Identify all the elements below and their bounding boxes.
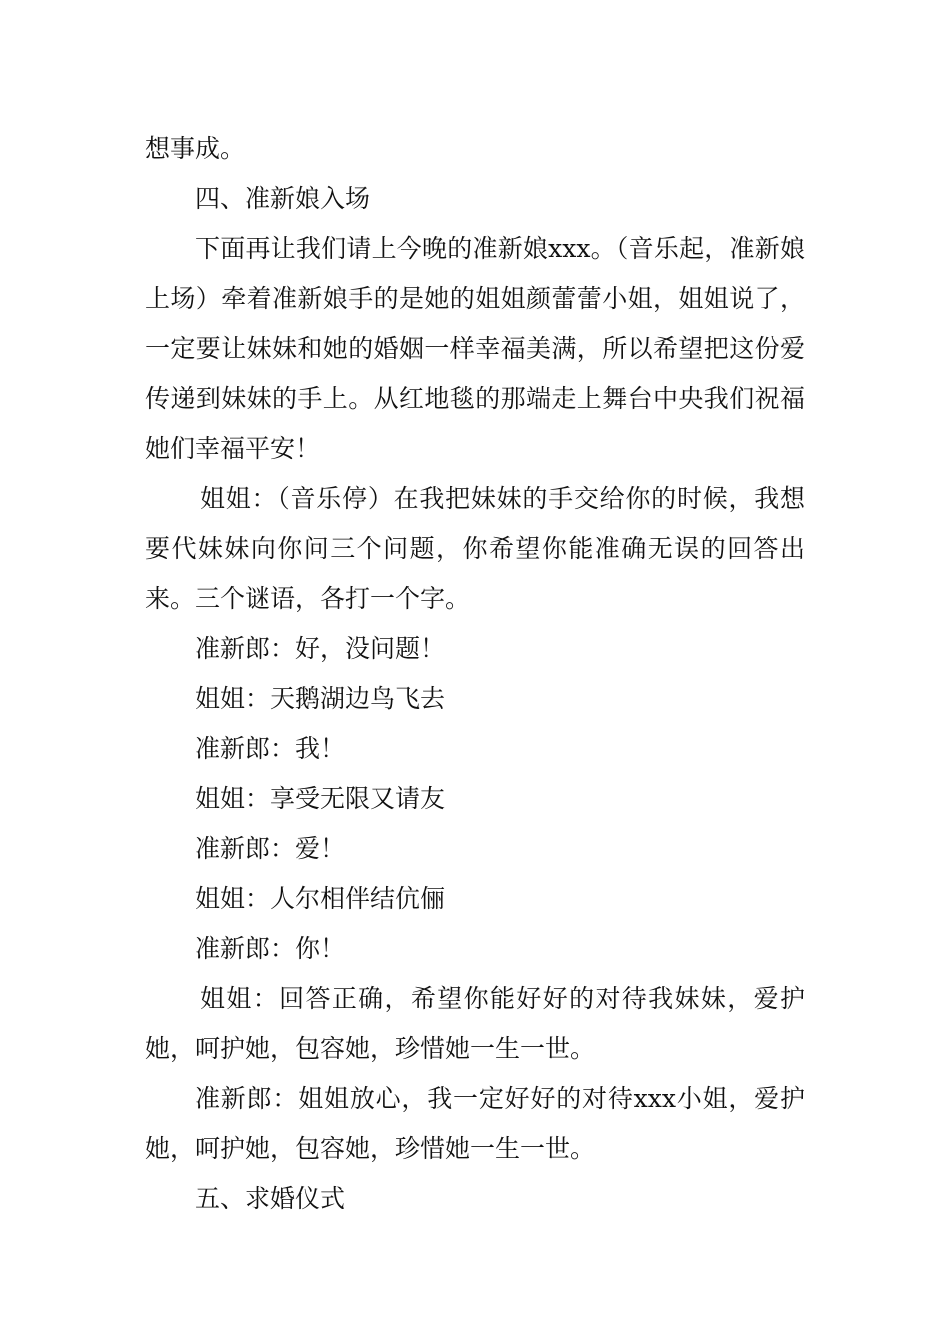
dialogue-line: 准新郎：我！	[195, 734, 346, 763]
section-heading-bride-entrance: 四、准新娘入场	[195, 184, 371, 213]
dialogue-line: 准新郎：你！	[195, 934, 346, 963]
dialogue-line: 准新郎：爱！	[195, 834, 346, 863]
dialogue-line: 准新郎：好，没问题！	[195, 634, 446, 663]
paragraph-continuation: 想事成。	[145, 134, 246, 163]
dialogue-line: 姐姐：享受无限又请友	[195, 784, 446, 813]
paragraph-sister-intro: 姐姐：（音乐停）在我把妹妹的手交给你的时候，我想要代妹妹向你问三个问题，你希望你能准确无误的回答出来。三个谜语，各打一个字。	[145, 484, 805, 613]
dialogue-line: 姐姐：人尔相伴结伉俪	[195, 884, 446, 913]
dialogue-paragraph-groom: 准新郎：姐姐放心，我一定好好的对待xxx小姐，爱护她，呵护她，包容她，珍惜她一生一世。	[145, 1084, 805, 1163]
dialogue-line: 姐姐：天鹅湖边鸟飞去	[195, 684, 446, 713]
paragraph-bride-entrance: 下面再让我们请上今晚的准新娘xxx。（音乐起，准新娘上场）牵着准新娘手的是她的姐姐颜蕾蕾小姐，姐姐说了，一定要让妹妹和她的婚姻一样幸福美满，所以希望把这份爱传递到妹妹的手上。从红地毯的那端走上舞台中央我们祝福她们幸福平安！	[145, 234, 805, 463]
dialogue-paragraph-sister: 姐姐：回答正确，希望你能好好的对待我妹妹，爱护她，呵护她，包容她，珍惜她一生一世。	[145, 984, 805, 1063]
section-heading-proposal: 五、求婚仪式	[195, 1184, 346, 1213]
